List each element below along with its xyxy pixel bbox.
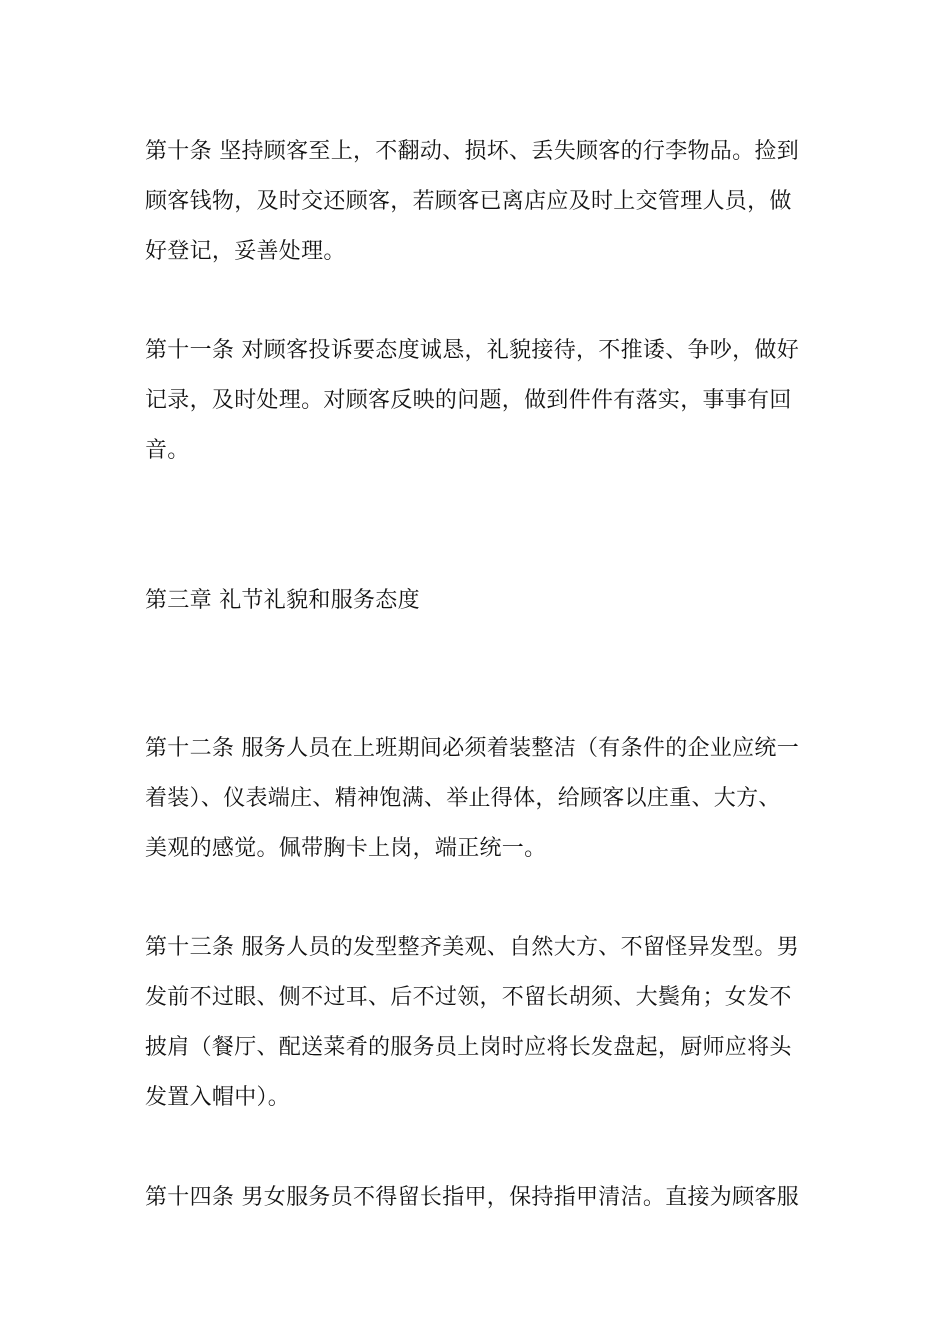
article-10-line-2: 顾客钱物，及时交还顾客，若顾客已离店应及时上交管理人员，做 [145,189,792,214]
article-14-line-1: 第十四条 男女服务员不得留长指甲，保持指甲清洁。直接为顾客服 [145,1185,799,1210]
article-13-line-3: 披肩（餐厅、配送菜肴的服务员上岗时应将长发盘起，厨师应将头 [145,1035,792,1060]
article-13-line-1: 第十三条 服务人员的发型整齐美观、自然大方、不留怪异发型。男 [145,935,799,960]
article-13-line-2: 发前不过眼、侧不过耳、后不过领，不留长胡须、大鬓角；女发不 [145,985,792,1010]
article-11-line-1: 第十一条 对顾客投诉要态度诚恳，礼貌接待，不推诿、争吵，做好 [145,338,799,363]
article-11-line-3: 音。 [145,438,190,463]
chapter-3-title: 第三章 礼节礼貌和服务态度 [145,588,420,613]
article-10-line-1: 第十条 坚持顾客至上，不翻动、损坏、丢失顾客的行李物品。捡到 [145,139,799,164]
article-10-line-3: 好登记，妥善处理。 [145,239,346,264]
article-12-line-3: 美观的感觉。佩带胸卡上岗，端正统一。 [145,836,547,861]
article-13-line-4: 发置入帽中）。 [145,1085,291,1110]
article-12-line-1: 第十二条 服务人员在上班期间必须着装整洁（有条件的企业应统一 [145,736,799,761]
article-11-line-2: 记录，及时处理。对顾客反映的问题，做到件件有落实，事事有回 [145,388,792,413]
article-12-line-2: 着装）、仪表端庄、精神饱满、举止得体，给顾客以庄重、大方、 [145,786,781,811]
